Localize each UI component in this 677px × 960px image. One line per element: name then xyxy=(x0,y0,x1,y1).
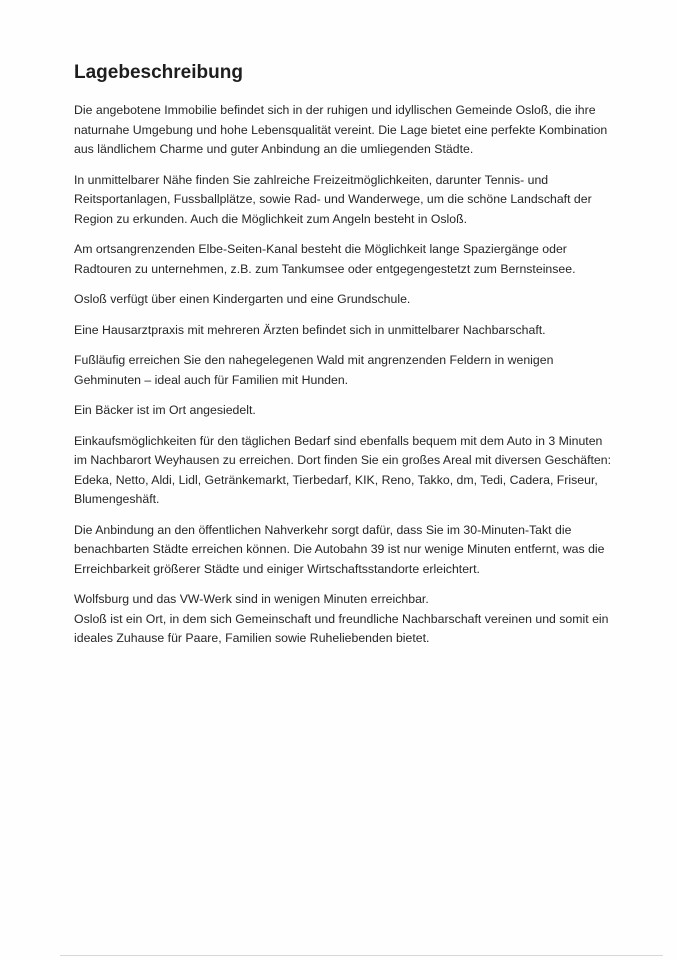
paragraph-leisure: In unmittelbarer Nähe finden Sie zahlreiche Freizeitmöglichkeiten, darunter Tennis- und Reitsportanlagen, Fussballplätze, sowie Rad- und Wanderwege, um die schöne Landschaft der Region zu erkunden. Auch die Möglichkeit zum Angeln besteht in Osloß. xyxy=(74,172,592,226)
paragraph-community: Osloß ist ein Ort, in dem sich Gemeinschaft und freundliche Nachbarschaft vereinen und somit ein ideales Zuhause für Paare, Familien sowie Ruheliebenden bietet. xyxy=(74,611,609,645)
paragraph-shopping: Einkaufsmöglichkeiten für den täglichen Bedarf sind ebenfalls bequem mit dem Auto in 3 Minuten im Nachbarort Weyhausen zu erreichen. Dort finden Sie ein großes Areal mit diversen Geschäften: Edeka, Netto, Aldi, Lidl, Getränkemarkt, Tierbedarf, KIK, Reno, Takko, dm, Tedi, Cadera, Friseur, Blumengeshäft. xyxy=(74,433,611,506)
document-title: Lagebeschreibung xyxy=(74,62,243,83)
paragraph-doctor: Eine Hausarztpraxis mit mehreren Ärzten befindet sich in unmittelbarer Nachbarschaft. xyxy=(74,322,546,337)
paragraph-intro: Die angebotene Immobilie befindet sich in der ruhigen und idyllischen Gemeinde Osloß, die ihre naturnahe Umgebung und hohe Lebensqualität vereint. Die Lage bietet eine perfekte Kombination aus ländlichem Charme und guter Anbindung an die umliegenden Städte. xyxy=(74,103,608,156)
paragraph-transport: Die Anbindung an den öffentlichen Nahverkehr sorgt dafür, dass Sie im 30-Minuten-Takt die benachbarten Städte erreichen können. Die Autobahn 39 ist nur wenige Minuten entfernt, was die Erreichbarkeit größerer Städte und einiger Wirtschaftsstandorte erleichtert. xyxy=(74,522,605,576)
paragraph-canal: Am ortsangrenzenden Elbe-Seiten-Kanal besteht die Möglichkeit lange Spaziergänge oder Radtouren zu unternehmen, z.B. zum Tankumsee oder entgegengestetzt zum Bernsteinsee. xyxy=(74,242,576,276)
page-edge-line xyxy=(60,955,663,956)
paragraph-wolfsburg: Wolfsburg und das VW-Werk sind in wenigen Minuten erreichbar. xyxy=(74,592,429,606)
document-body xyxy=(74,62,614,660)
paragraph-school: Osloß verfügt über einen Kindergarten und eine Grundschule. xyxy=(74,292,411,306)
paragraph-bakery: Ein Bäcker ist im Ort angesiedelt. xyxy=(74,403,256,417)
paragraph-forest: Fußläufig erreichen Sie den nahegelegenen Wald mit angrenzenden Feldern in wenigen Gehminuten – ideal auch für Familien mit Hunden. xyxy=(74,353,554,387)
